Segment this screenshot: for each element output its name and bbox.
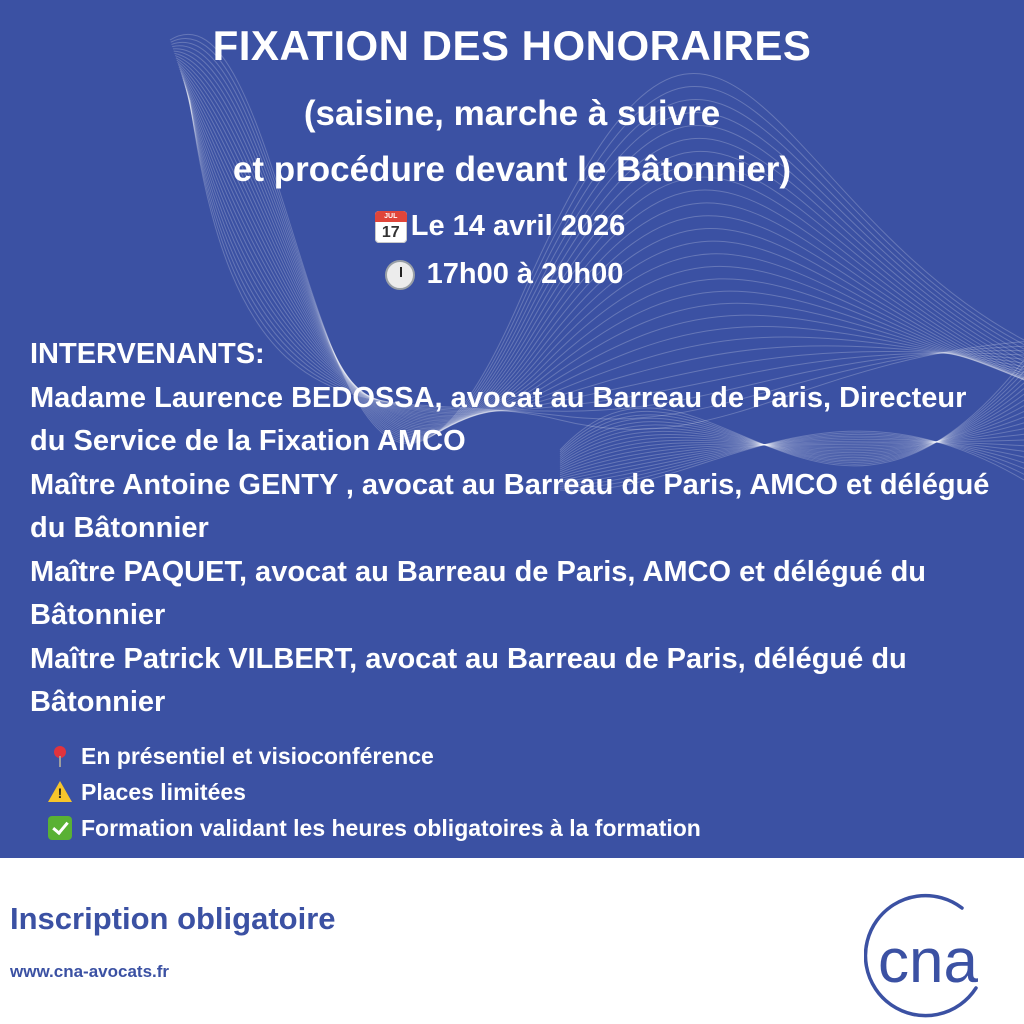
svg-text:cna: cna <box>878 927 978 996</box>
bullet-text: En présentiel et visioconférence <box>81 743 434 769</box>
speakers-heading: INTERVENANTS: <box>30 338 265 370</box>
page-title: FIXATION DES HONORAIRES <box>212 22 812 69</box>
website-link[interactable]: www.cna-avocats.fr <box>10 962 170 981</box>
event-time <box>0 258 1016 291</box>
event-date <box>0 210 1012 243</box>
speaker-item: Maître Antoine GENTY , avocat au Barreau de Paris, AMCO et délégué du Bâtonnier <box>30 468 990 544</box>
event-time-text: 17h00 à 20h00 <box>426 258 624 290</box>
speaker-item: Maître Patrick VILBERT, avocat au Barreau de Paris, délégué du Bâtonnier <box>30 642 907 718</box>
calendar-icon: JUL 17 <box>375 211 407 243</box>
event-date-text: Le 14 avril 2026 <box>410 210 626 242</box>
speaker-item: Maître PAQUET, avocat au Barreau de Paris, AMCO et délégué du Bâtonnier <box>30 555 927 631</box>
footer <box>0 858 1024 1024</box>
bullet-text: Places limitées <box>81 779 246 805</box>
subtitle-line-2: et procédure devant le Bâtonnier) <box>232 150 792 189</box>
clock-icon <box>385 260 415 290</box>
bullet-limited-seats <box>47 774 947 810</box>
registration-required-text: Inscription obligatoire <box>10 901 336 936</box>
warning-icon <box>47 780 73 804</box>
bullet-location <box>47 738 947 774</box>
subtitle-line-1: (saisine, marche à suivre <box>303 94 721 133</box>
bullet-training-hours <box>47 810 947 846</box>
cna-logo <box>864 888 999 1018</box>
bullet-text: Formation validant les heures obligatoires à la formation <box>81 815 701 841</box>
pin-icon <box>47 744 73 768</box>
info-bullets <box>47 738 947 846</box>
check-icon <box>47 816 73 840</box>
speaker-item: Madame Laurence BEDOSSA, avocat au Barreau de Paris, Directeur du Service de la Fixation AMCO <box>30 381 967 457</box>
speakers-section <box>30 333 1005 725</box>
